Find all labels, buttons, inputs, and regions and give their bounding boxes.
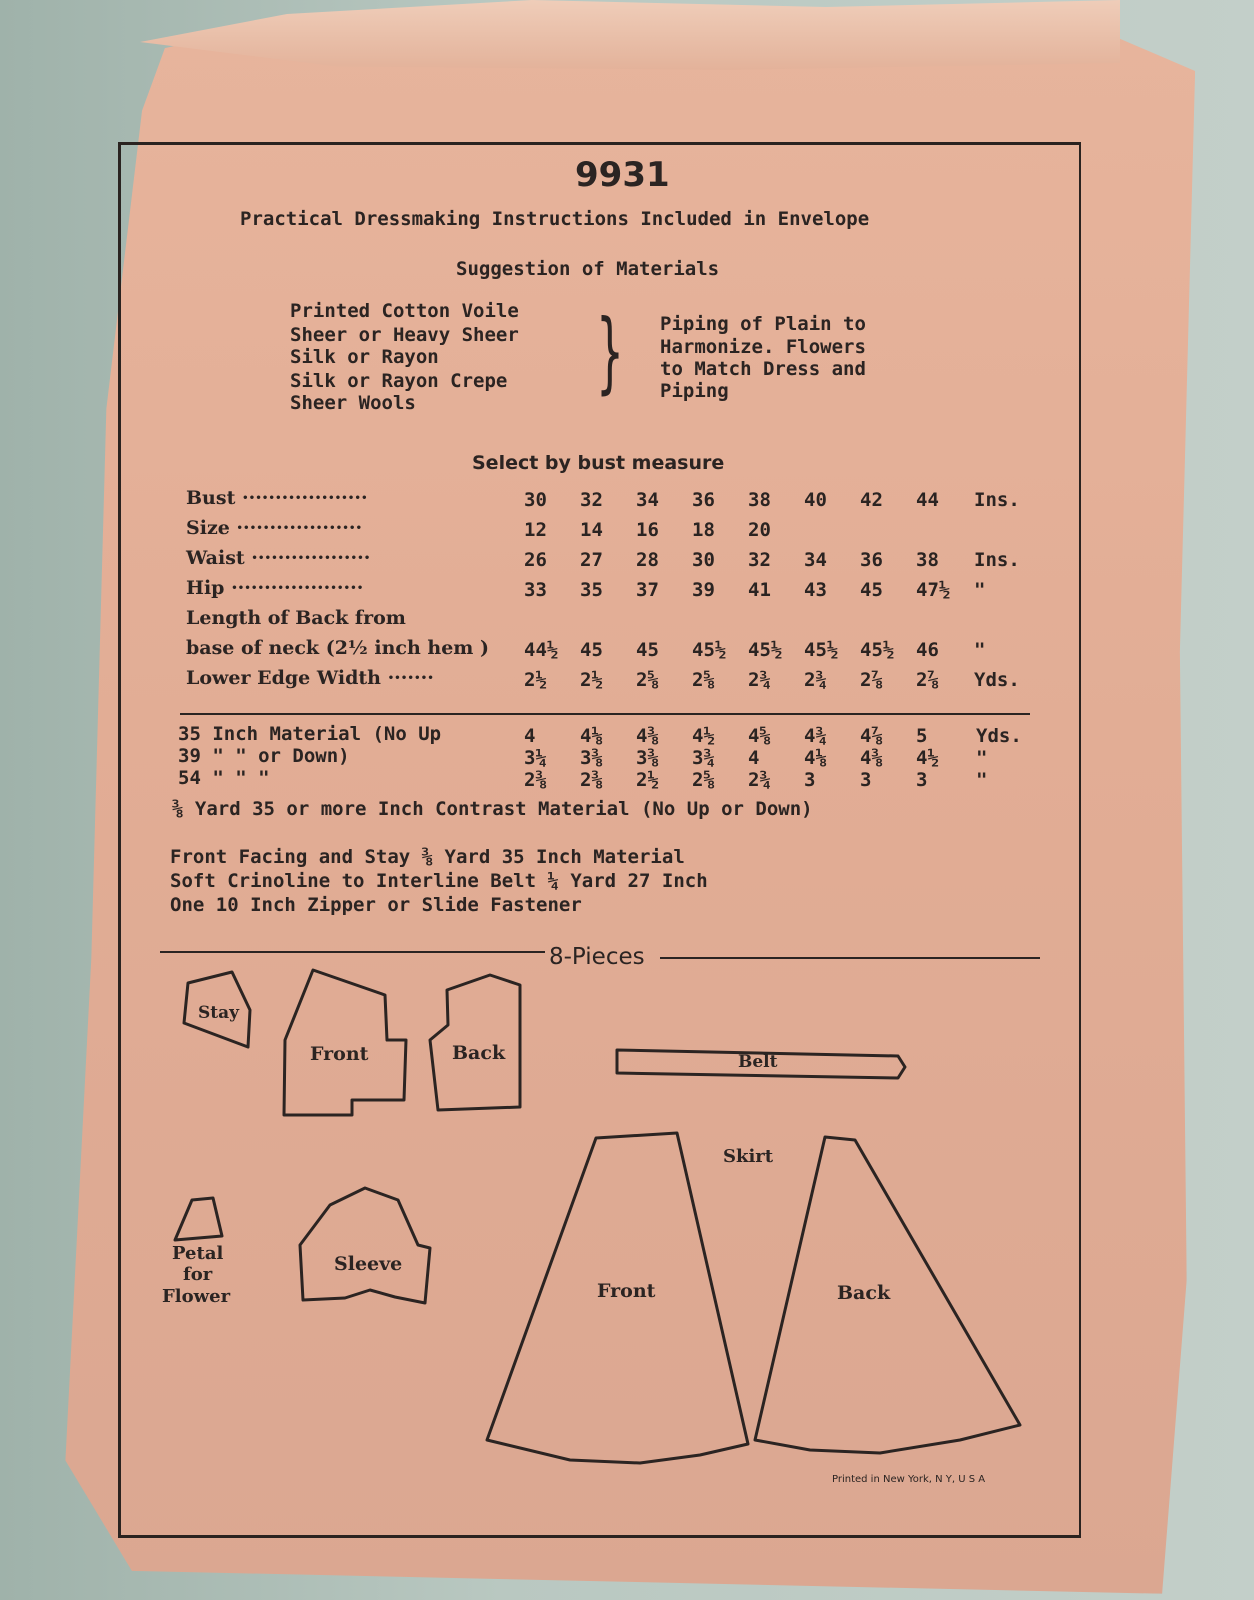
yard-table-cell: 2¾ [748,769,771,791]
yard-table-cell: 3 [916,769,928,791]
sleeve-piece [300,1188,430,1303]
yard-table-cell: 3¾ [692,747,715,769]
yard-table-unit: " [976,747,988,769]
yard-table-cell: 5 [916,725,928,747]
measure-table-cell: 26 [524,549,547,571]
measure-table-cell: 28 [636,549,659,571]
notion-line: One 10 Inch Zipper or Slide Fastener [170,894,582,916]
measure-table-cell: 45½ [692,639,727,661]
label-petal: Petal [172,1243,224,1264]
measure-table-cell: 2¾ [804,669,827,691]
measure-table-cell: 33 [524,579,547,601]
measure-table-cell: 43 [804,579,827,601]
measure-table-cell: 44 [916,489,939,511]
material-item: Silk or Rayon Crepe [290,370,508,392]
notion-line: Front Facing and Stay ⅜ Yard 35 Inch Material [170,846,685,868]
label-front: Front [310,1043,369,1065]
measure-table-unit: Ins. [974,489,1020,511]
printed-location: Printed in New York, N Y, U S A [832,1474,986,1485]
measure-table-cell: 42 [860,489,883,511]
measure-table-cell: 32 [580,489,603,511]
yard-table-unit: Yds. [976,725,1022,747]
yard-table-cell: 4⅝ [748,725,771,747]
measure-table-cell: 30 [692,549,715,571]
measure-table-unit: " [974,639,986,661]
measure-table-cell: 27 [580,549,603,571]
material-item: Silk or Rayon [290,346,439,368]
measure-table-cell: 2½ [524,669,547,691]
measure-table-row-label: Bust ··················· [186,487,368,509]
measure-table-row-label: Size ··················· [186,517,363,539]
material-item: Printed Cotton Voile [290,300,519,322]
label-skirt-back: Back [837,1282,891,1304]
piping-line: to Match Dress and [660,358,866,380]
measure-table-cell: 40 [804,489,827,511]
measure-table-cell: 34 [804,549,827,571]
measure-table-cell: 14 [580,519,603,541]
measure-table-cell: 32 [748,549,771,571]
yard-table-cell: 4½ [916,747,939,769]
yard-table-cell: 4⅞ [860,725,883,747]
measure-table-cell: 12 [524,519,547,541]
measure-table-cell: 45½ [860,639,895,661]
measure-table-cell: 47½ [916,579,951,601]
measure-table-unit: Ins. [974,549,1020,571]
yard-table-cell: 2⅜ [580,769,603,791]
yard-table-cell: 3 [804,769,816,791]
yard-table-cell: 2⅝ [692,769,715,791]
measure-table-cell: 38 [748,489,771,511]
label-petal-for: for [183,1264,213,1285]
measure-table-cell: 30 [524,489,547,511]
measure-table-cell: 36 [692,489,715,511]
measure-table-cell: 37 [636,579,659,601]
measure-table-cell: 2⅝ [692,669,715,691]
material-item: Sheer or Heavy Sheer [290,324,519,346]
yard-table-cell: 4⅜ [860,747,883,769]
yard-table-row-label: 54 " " " [178,767,270,789]
suggestion-heading: Suggestion of Materials [456,258,720,280]
measure-table-row-label: Hip ···················· [186,577,364,599]
instructions-line: Practical Dressmaking Instructions Included in Envelope [240,208,870,230]
petal-piece [175,1198,222,1240]
label-belt: Belt [738,1052,778,1072]
measure-table-unit: Yds. [974,669,1020,691]
measure-table-cell: 18 [692,519,715,541]
pattern-number: 9931 [575,155,670,195]
yard-table-cell: 2⅜ [524,769,547,791]
yard-table-cell: 4 [748,747,760,769]
piping-line: Harmonize. Flowers [660,336,866,358]
yard-table-cell: 3⅜ [580,747,603,769]
measure-table-cell: 36 [860,549,883,571]
label-flower: Flower [162,1286,231,1307]
measure-table-row-label: Length of Back from [186,607,406,629]
pieces-heading: 8-Pieces [549,944,645,970]
measure-table-cell: 39 [692,579,715,601]
measure-table-cell: 41 [748,579,771,601]
yard-table-cell: 3⅜ [636,747,659,769]
measure-table-cell: 45 [860,579,883,601]
measure-table-cell: 16 [636,519,659,541]
contrast-line: ⅜ Yard 35 or more Inch Contrast Material (No Up or Down) [172,798,813,820]
measure-table-cell: 2⅝ [636,669,659,691]
label-sleeve: Sleeve [334,1253,403,1275]
measure-table-cell: 44½ [524,639,559,661]
yard-table-cell: 3¼ [524,747,547,769]
measure-table-row-label: Waist ·················· [186,547,371,569]
label-skirt-front: Front [597,1280,656,1302]
yard-table-cell: 4⅛ [580,725,603,747]
yard-table-cell: 4⅛ [804,747,827,769]
yard-table-cell: 4⅜ [636,725,659,747]
piping-line: Piping of Plain to [660,313,866,335]
yard-table-cell: 3 [860,769,872,791]
measure-table-cell: 2½ [580,669,603,691]
materials-brace-icon: } [596,300,624,403]
measure-table-cell: 2⅞ [860,669,883,691]
label-stay: Stay [198,1003,240,1023]
yard-table-unit: " [976,769,988,791]
measure-table-cell: 34 [636,489,659,511]
measure-table-cell: 45 [580,639,603,661]
measure-table-row-label: base of neck (2½ inch hem ) [186,637,489,659]
select-heading: Select by bust measure [472,452,725,474]
measure-table-cell: 2¾ [748,669,771,691]
yard-table-cell: 4½ [692,725,715,747]
yard-table-cell: 4 [524,725,536,747]
measure-table-cell: 38 [916,549,939,571]
notion-line: Soft Crinoline to Interline Belt ¼ Yard 27 Inch [170,870,708,892]
piping-line: Piping [660,380,729,402]
measure-table-cell: 45 [636,639,659,661]
yard-table-row-label: 35 Inch Material (No Up [178,723,442,745]
yard-table-cell: 2½ [636,769,659,791]
measure-table-cell: 45½ [804,639,839,661]
yard-table-cell: 4¾ [804,725,827,747]
measure-table-row-label: Lower Edge Width ······· [186,667,434,689]
measure-table-cell: 45½ [748,639,783,661]
material-item: Sheer Wools [290,392,416,414]
measure-table-cell: 46 [916,639,939,661]
label-back: Back [452,1042,506,1064]
measure-table-cell: 20 [748,519,771,541]
measure-table-unit: " [974,579,986,601]
measure-table-cell: 2⅞ [916,669,939,691]
yard-table-row-label: 39 " " or Down) [178,745,350,767]
label-skirt: Skirt [723,1146,774,1167]
measure-table-cell: 35 [580,579,603,601]
